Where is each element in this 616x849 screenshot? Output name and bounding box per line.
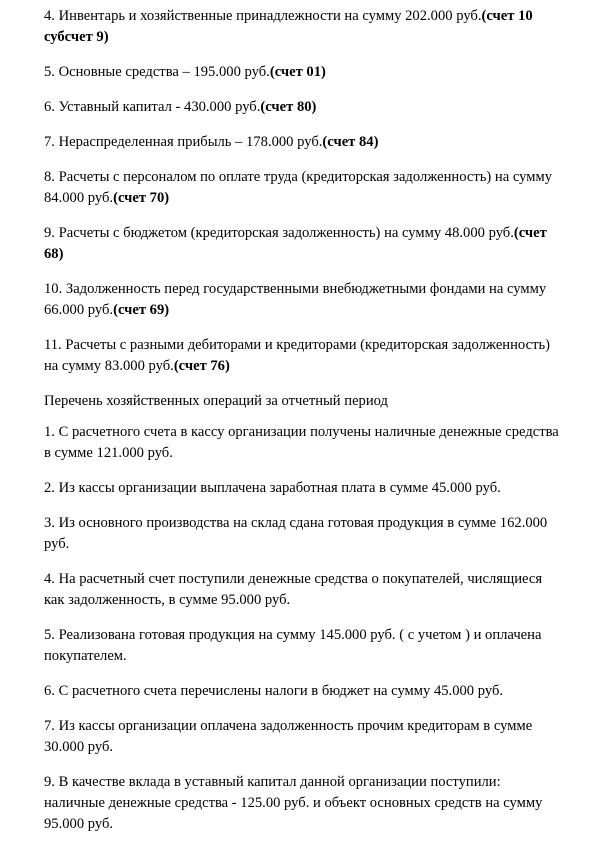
- balance-item-text: 10. Задолженность перед государственными внебюджетными фондами на сумму 66.000 руб.: [44, 281, 547, 318]
- operation-2: 2. Из кассы организации выплачена заработная плата в сумме 45.000 руб.: [44, 480, 501, 496]
- balance-item-6: [44, 97, 564, 118]
- account-code: (счет 01): [269, 64, 326, 80]
- balance-item-8: [44, 167, 564, 209]
- balance-item-5: [44, 62, 564, 83]
- balance-item-4: [44, 6, 564, 48]
- operation-9: 9. В качестве вклада в уставный капитал данной организации поступили: наличные денежные средства - 125.00 руб. и объект основных средств на сумму 95.000 руб.: [44, 774, 543, 832]
- operation-5: 5. Реализована готовая продукция на сумму 145.000 руб. ( с учетом ) и оплачена покупателем.: [44, 627, 542, 664]
- account-code: (счет 80): [260, 99, 317, 115]
- operation-1: 1. С расчетного счета в кассу организации получены наличные денежные средства в сумме 121.000 руб.: [44, 424, 559, 461]
- operation-4: 4. На расчетный счет поступили денежные средства о покупателей, числящиеся как задолженность, в сумме 95.000 руб.: [44, 571, 543, 608]
- balance-item-text: 6. Уставный капитал - 430.000 руб.: [44, 99, 261, 115]
- balance-item-text: 4. Инвентарь и хозяйственные принадлежности на сумму 202.000 руб.: [44, 8, 482, 24]
- document-page: [44, 6, 564, 849]
- balance-item-7: [44, 132, 564, 153]
- operation-7: 7. Из кассы организации оплачена задолженность прочим кредиторам в сумме 30.000 руб.: [44, 718, 533, 755]
- balance-item-11: [44, 335, 564, 377]
- account-code: (счет 76): [173, 358, 230, 374]
- operation-6: 6. С расчетного счета перечислены налоги в бюджет на сумму 45.000 руб.: [44, 683, 504, 699]
- balance-item-text: 7. Нераспределенная прибыль – 178.000 руб.: [44, 134, 323, 150]
- account-code: (счет 69): [113, 302, 170, 318]
- balance-item-text: 8. Расчеты с персоналом по оплате труда (кредиторская задолженность) на сумму 84.000 руб.: [44, 169, 552, 206]
- balance-item-text: 5. Основные средства – 195.000 руб.: [44, 64, 270, 80]
- account-code: (счет 84): [322, 134, 379, 150]
- account-code: (счет 68): [44, 225, 547, 262]
- balance-item-text: 11. Расчеты с разными дебиторами и кредиторами (кредиторская задолженность) на сумму 83.000 руб.: [44, 337, 550, 374]
- balance-item-text: 9. Расчеты с бюджетом (кредиторская задолженность) на сумму 48.000 руб.: [44, 225, 514, 241]
- operation-3: 3. Из основного производства на склад сдана готовая продукция в сумме 162.000 руб.: [44, 515, 548, 552]
- account-code: (счет 10 субсчет 9): [44, 8, 533, 45]
- balance-item-10: [44, 279, 564, 321]
- balance-item-9: [44, 223, 564, 265]
- operations-heading: Перечень хозяйственных операций за отчетный период: [44, 393, 388, 409]
- account-code: (счет 70): [113, 190, 170, 206]
